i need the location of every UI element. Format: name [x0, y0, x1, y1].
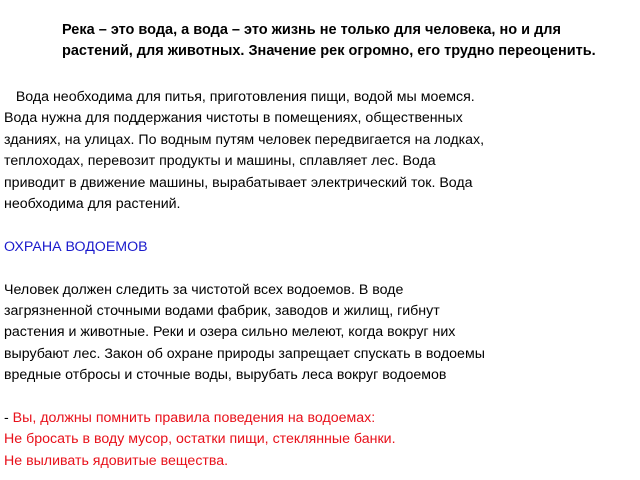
rule-line: Не бросать в воду мусор, остатки пищи, стеклянные банки. — [4, 431, 396, 448]
intro-line: Вода нужна для поддержания чистоты в помещениях, общественных — [4, 110, 463, 127]
protection-line: растения и животные. Реки и озера сильно мелеют, когда вокруг них — [4, 324, 456, 341]
protection-line: загрязненной сточными водами фабрик, заводов и жилищ, гибнут — [4, 302, 440, 319]
protection-line: Человек должен следить за чистотой всех водоемов. В воде — [4, 281, 404, 298]
intro-line: зданиях, на улицах. По водным путям человек передвигается на лодках, — [4, 131, 485, 148]
protection-line: вырубают лес. Закон об охране природы запрещает спускать в водоемы — [4, 345, 485, 362]
body-text — [4, 87, 636, 472]
protection-line: вредные отбросы и сточные воды, вырубать леса вокруг водоемов — [4, 367, 447, 384]
intro-line: необходима для растений. — [4, 195, 181, 212]
rules-dash: - — [4, 409, 13, 426]
spacer — [4, 215, 636, 236]
intro-line: приводит в движение машины, вырабатывает электрический ток. Вода — [4, 174, 473, 191]
rules-intro-line — [4, 408, 636, 429]
spacer — [4, 258, 636, 279]
intro-line: теплоходах, перевозит продукты и машины, сплавляет лес. Вода — [4, 153, 436, 170]
rules-intro: Вы, должны помнить правила поведения на водоемах: — [12, 409, 376, 426]
heading-line: растений, для животных. Значение рек огромно, его трудно переоценить. — [62, 43, 596, 59]
intro-line: Вода необходима для питья, приготовления пищи, водой мы моемся. — [4, 89, 475, 105]
slide-heading — [62, 20, 640, 62]
section-title: ОХРАНА ВОДОЕМОВ — [4, 238, 148, 255]
heading-line: Река – это вода, а вода – это жизнь не только для человека, но и для — [62, 22, 561, 38]
rule-line: Не выливать ядовитые вещества. — [4, 452, 229, 469]
spacer — [4, 386, 636, 407]
